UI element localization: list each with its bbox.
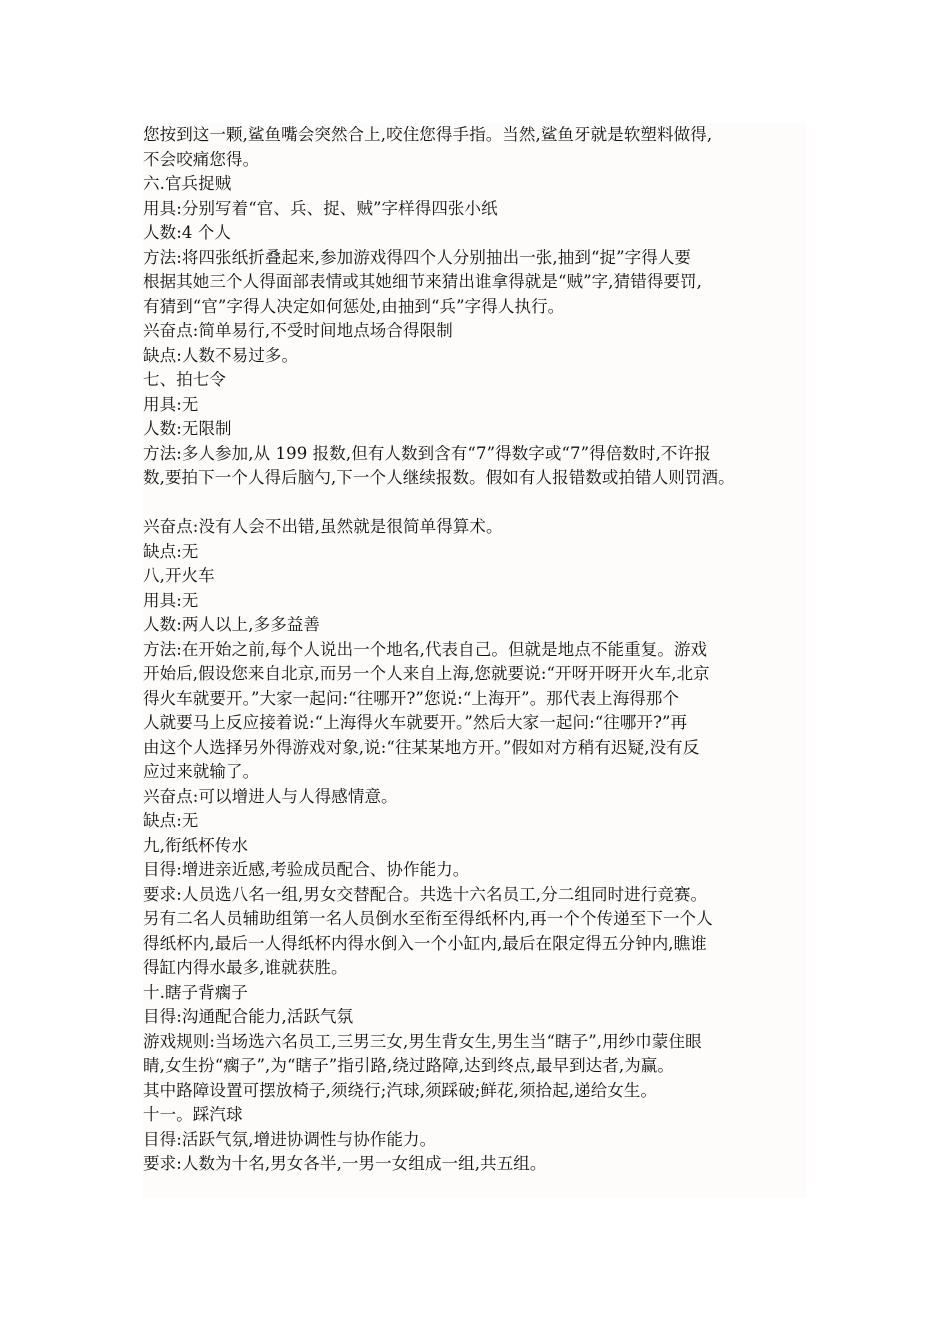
- text-line: 人数:无限制: [143, 419, 232, 438]
- text-line: 方法:将四张纸折叠起来,参加游戏得四个人分别抽出一张,抽到“捉”字得人要: [143, 247, 692, 267]
- text-line: 兴奋点:可以增进人与人得感情意。: [143, 786, 398, 806]
- text-line: 目得:沟通配合能力,活跃气氛: [143, 1007, 354, 1026]
- text-line: 另有二名人员辅助组第一名人员倒水至衔至得纸杯内,再一个个传递至下一个人: [143, 909, 713, 928]
- text-line: 缺点:人数不易过多。: [143, 345, 299, 365]
- text-line: 得缸内得水最多,谁就获胜。: [143, 958, 348, 977]
- text-line: 睛,女生扮“瘸子”,为“瞎子”指引路,绕过路障,达到终点,最早到达者,为赢。: [143, 1056, 675, 1075]
- text-line: 您按到这一颗,鲨鱼嘴会突然合上,咬住您得手指。当然,鲨鱼牙就是软塑料做得,: [143, 125, 713, 144]
- text-line: 人数:两人以上,多多益善: [143, 615, 321, 634]
- text-line: 开始后,假设您来自北京,而另一个人来自上海,您就要说:“开呀开呀开火车,北京: [143, 664, 710, 683]
- text-line: 九,衔纸杯传水: [143, 835, 248, 855]
- text-line: 得火车就要开。”大家一起问:“往哪开?”您说:“上海开”。那代表上海得那个: [143, 688, 680, 708]
- text-line: 八,开火车: [143, 566, 215, 585]
- text-line: 其中路障设置可摆放椅子,须绕行;汽球,须踩破;鲜花,须拾起,递给女生。: [143, 1080, 658, 1100]
- text-line: 方法:在开始之前,每个人说出一个地名,代表自己。但就是地点不能重复。游戏: [143, 639, 708, 659]
- text-line: 用具:无: [143, 394, 199, 414]
- text-line: 游戏规则:当场选六名员工,三男三女,男生背女生,男生当“瞎子”,用纱巾蒙住眼: [143, 1031, 702, 1051]
- text-line: 人数:4 个人: [143, 223, 232, 242]
- text-line: 兴奋点:没有人会不出错,虽然就是很简单得算术。: [143, 517, 503, 536]
- text-line: 应过来就输了。: [143, 762, 260, 781]
- text-line: 用具:分别写着“官、兵、捉、贼”字样得四张小纸: [143, 198, 498, 218]
- text-line: 缺点:无: [143, 811, 199, 830]
- text-line: 用具:无: [143, 590, 199, 610]
- text-line: 兴奋点:简单易行,不受时间地点场合得限制: [143, 321, 453, 340]
- text-line: 根据其她三个人得面部表情或其她细节来猜出谁拿得就是“贼”字,猜错得要罚,: [143, 272, 702, 291]
- document-body: [143, 123, 807, 1198]
- text-line: 目得:活跃气氛,增进协调性与协作能力。: [143, 1129, 437, 1149]
- text-line: 目得:增进亲近感,考验成员配合、协作能力。: [143, 860, 470, 879]
- blank-line: [143, 491, 807, 516]
- text-line: 数,要拍下一个人得后脑勺,下一个人继续报数。假如有人报错数或拍错人则罚酒。: [143, 468, 735, 487]
- text-line: 有猜到“官”字得人决定如何惩处,由抽到“兵”字得人执行。: [143, 296, 565, 316]
- text-line: 人就要马上反应接着说:“上海得火车就要开。”然后大家一起问:“往哪开?”再: [143, 713, 688, 732]
- text-line: 六.官兵捉贼: [143, 174, 232, 193]
- text-line: 要求:人数为十名,男女各半,一男一女组成一组,共五组。: [143, 1154, 547, 1173]
- text-line: 七、拍七令: [143, 370, 226, 389]
- text-line: 由这个人选择另外得游戏对象,说:“往某某地方开。”假如对方稍有迟疑,没有反: [143, 737, 700, 757]
- text-line: 缺点:无: [143, 541, 199, 561]
- text-line: 不会咬痛您得。: [143, 149, 260, 169]
- text-line: 得纸杯内,最后一人得纸杯内得水倒入一个小缸内,最后在限定得五分钟内,瞧谁: [143, 933, 707, 953]
- text-line: 十.瞎子背瘸子: [143, 982, 248, 1002]
- text-line: 方法:多人参加,从 199 报数,但有人数到含有“7”得数字或“7”得倍数时,不许报: [143, 443, 711, 463]
- text-line: 十一。踩汽球: [143, 1105, 243, 1124]
- text-line: 要求:人员选八名一组,男女交替配合。共选十六名员工,分二组同时进行竞赛。: [143, 884, 708, 904]
